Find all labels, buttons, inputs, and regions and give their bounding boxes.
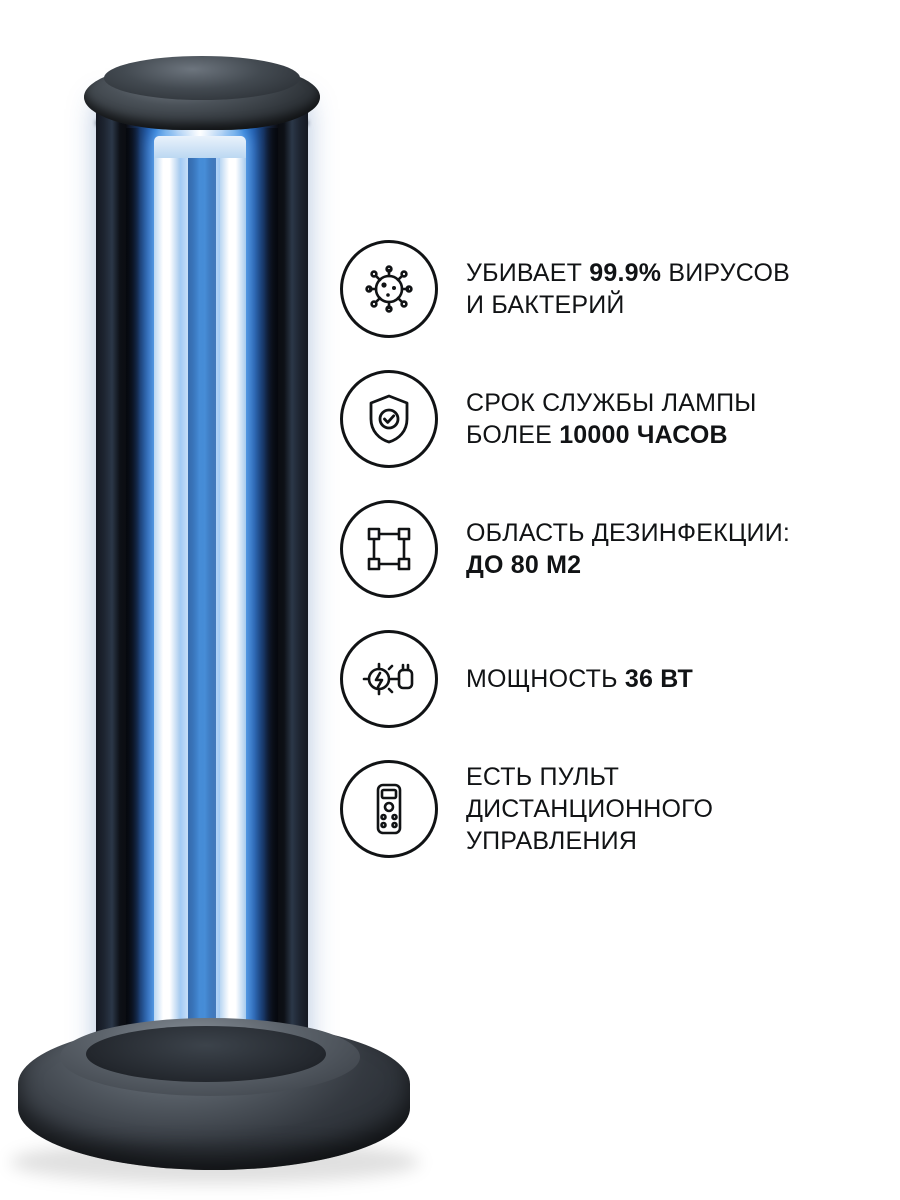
lamp-inner-shadow-right — [264, 128, 278, 1056]
shield-check-icon — [340, 370, 438, 468]
area-frame-icon — [340, 500, 438, 598]
feature-label-lamp-life: СРОК СЛУЖБЫ ЛАМПЫ БОЛЕЕ 10000 ЧАСОВ — [466, 389, 757, 449]
feature-item-power — [340, 630, 880, 728]
remote-control-icon — [340, 760, 438, 858]
germ-icon — [340, 240, 438, 338]
lamp-tube-top-bridge — [154, 136, 246, 158]
lamp-base-ring — [86, 1026, 326, 1082]
lamp-tube-right — [220, 136, 246, 1048]
lamp-body — [96, 100, 308, 1060]
feature-label-area: ОБЛАСТЬ ДЕЗИНФЕКЦИИ: ДО 80 М2 — [466, 519, 791, 579]
feature-item-area — [340, 500, 880, 598]
lamp-inner-shadow-left — [126, 128, 140, 1056]
feature-item-remote — [340, 760, 880, 858]
feature-label-remote: ЕСТЬ ПУЛЬТ ДИСТАНЦИОННОГО УПРАВЛЕНИЯ — [466, 763, 714, 855]
feature-label-kills-viruses: УБИВАЕТ 99.9% ВИРУСОВ И БАКТЕРИЙ — [466, 259, 790, 319]
power-plug-icon — [340, 630, 438, 728]
lamp-top-cap-surface — [104, 56, 300, 100]
feature-list — [340, 240, 880, 858]
lamp-tube-left — [154, 136, 180, 1048]
feature-item-kills-viruses — [340, 240, 880, 338]
feature-label-power: МОЩНОСТЬ 36 ВТ — [466, 665, 693, 693]
feature-item-lamp-life — [340, 370, 880, 468]
lamp-tube-gap — [188, 136, 216, 1048]
lamp-base-shadow — [10, 1140, 420, 1184]
